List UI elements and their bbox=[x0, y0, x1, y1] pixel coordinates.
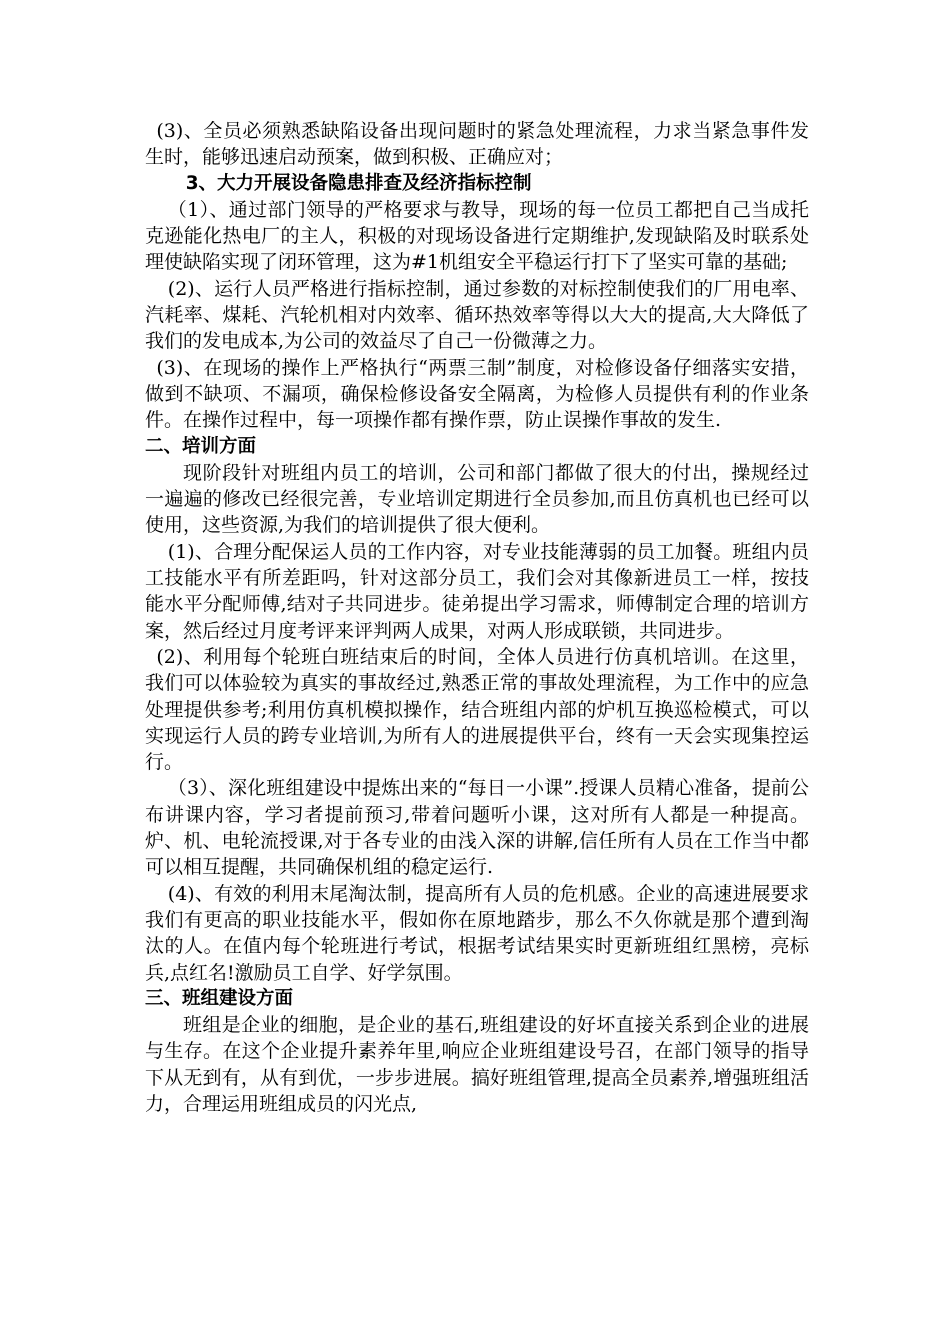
paragraph-daily-lesson: （3）、深化班组建设中提炼出来的“每日一小课”.授课人员精心准备，提前公布讲课内容，学习者提前预习,带着问题听小课，这对所有人都是一种提高。炉、机、电轮流授课,对于各专业的由浅入深的讲解,信任所有人员在工作当中都可以相互提醒，共同确保机组的稳定运行. bbox=[145, 777, 809, 879]
paragraph-training-intro: 现阶段针对班组内员工的培训，公司和部门都做了很大的付出，操规经过一遍遍的修改已经很完善，专业培训定期进行全员参加,而且仿真机也已经可以使用，这些资源,为我们的培训提供了很大便利。 bbox=[145, 461, 809, 537]
paragraph-indicator-control: (2)、运行人员严格进行指标控制，通过参数的对标控制使我们的厂用电率、汽耗率、煤耗、汽轮机相对内效率、循环热效率等得以大大的提高,大大降低了我们的发电成本,为公司的效益尽了自己一份微薄之力。 bbox=[145, 277, 809, 353]
paragraph-mentoring: (1)、合理分配保运人员的工作内容，对专业技能薄弱的员工加餐。班组内员工技能水平有所差距吗，针对这部分员工，我们会对其像新进员工一样，按技能水平分配师傅,结对子共同进步。徒弟提出学习需求，师傅制定合理的培训方案，然后经过月度考评来评判两人成果，对两人形成联锁，共同进步。 bbox=[145, 540, 809, 642]
paragraph-equipment-maintenance: （1）、通过部门领导的严格要求与教导，现场的每一位员工都把自己当成托克逊能化热电厂的主人，积极的对现场设备进行定期维护,发现缺陷及时联系处理使缺陷实现了闭环管理，这为#1机组安全平稳运行打下了坚实可靠的基础; bbox=[145, 198, 809, 274]
paragraph-elimination-system: (4)、有效的利用末尾淘汰制，提高所有人员的危机感。企业的高速进展要求我们有更高的职业技能水平，假如你在原地踏步，那么不久你就是那个遭到淘汰的人。在值内每个轮班进行考试，根据考试结果实时更新班组红黑榜，亮标兵,点红名!激励员工自学、好学氛围。 bbox=[145, 882, 809, 984]
paragraph-two-tickets-system: (3)、在现场的操作上严格执行“两票三制”制度，对检修设备仔细落实安措，做到不缺项、不漏项，确保检修设备安全隔离，为检修人员提供有利的作业条件。在操作过程中，每一项操作都有操作票，防止误操作事故的发生. bbox=[145, 356, 809, 432]
section-heading-training: 二、培训方面 bbox=[145, 435, 257, 457]
document-page bbox=[145, 118, 809, 1117]
paragraph-emergency-process: (3)、全员必须熟悉缺陷设备出现问题时的紧急处理流程，力求当紧急事件发生时，能够迅速启动预案，做到积极、正确应对； bbox=[145, 120, 809, 169]
paragraph-team-building: 班组是企业的细胞，是企业的基石,班组建设的好坏直接关系到企业的进展与生存。在这个企业提升素养年里,响应企业班组建设号召，在部门领导的指导下从无到有，从有到优，一步步进展。搞好班组管理,提高全员素养,增强班组活力，合理运用班组成员的闪光点, bbox=[145, 1014, 809, 1115]
paragraph-simulator-training: (2)、利用每个轮班白班结束后的时间，全体人员进行仿真机培训。在这里，我们可以体验较为真实的事故经过,熟悉正常的事故处理流程，为工作中的应急处理提供参考;利用仿真机模拟操作，结合班组内部的炉机互换巡检模式，可以实现运行人员的跨专业培训,为所有人的进展提供平台，终有一天会实现集控运行。 bbox=[145, 645, 809, 774]
section-heading-team-building: 三、班组建设方面 bbox=[145, 987, 294, 1009]
subheading-hazard-inspection: 3、大力开展设备隐患排查及经济指标控制 bbox=[185, 172, 532, 194]
